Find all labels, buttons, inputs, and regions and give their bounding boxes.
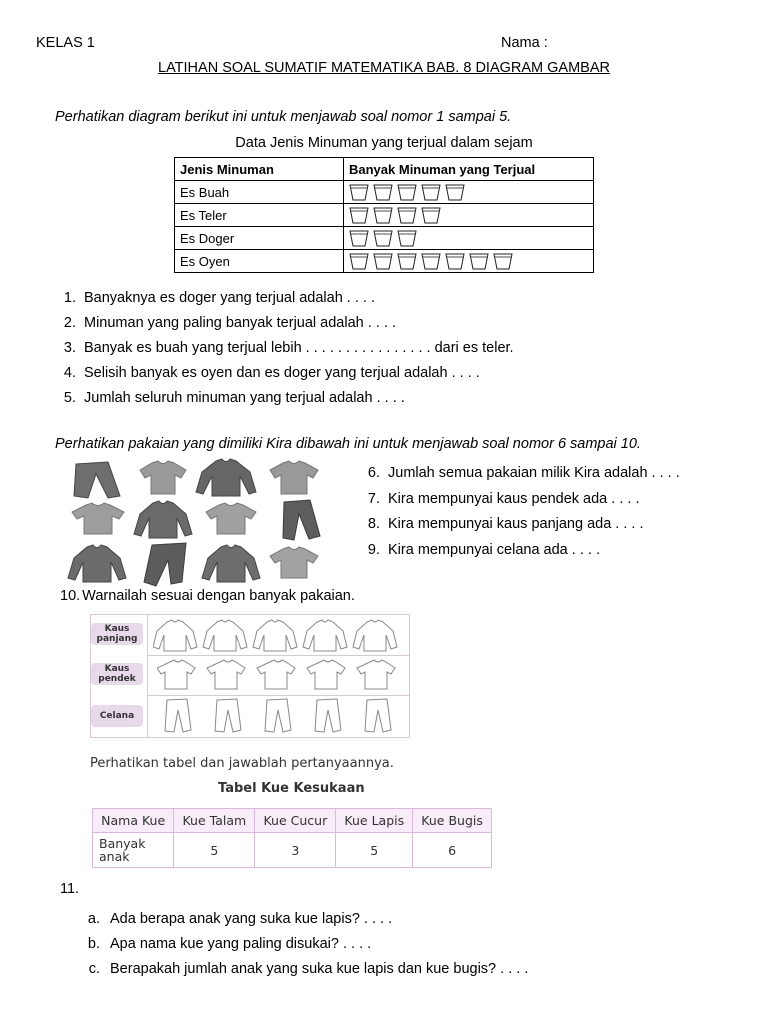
question-item: 7. Kira mempunyai kaus pendek ada . . . . xyxy=(367,490,640,507)
cup-icon xyxy=(349,207,369,224)
cup-icon xyxy=(421,253,441,270)
kue-value-cell: 3 xyxy=(255,833,336,868)
cup-icon xyxy=(397,207,417,224)
question-item: 4. Selisih banyak es oyen dan es doger yang terjual adalah . . . . xyxy=(63,365,480,381)
t-shirt-icon xyxy=(70,502,126,536)
question-item: 2. Minuman yang paling banyak terjual adalah . . . . xyxy=(63,315,396,331)
label-kaus-pendek: Kaus pendek xyxy=(91,663,143,685)
label-celana: Celana xyxy=(91,705,143,727)
long-sleeve-shirt-icon xyxy=(353,620,397,651)
cup-icon xyxy=(397,184,417,201)
cup-icon xyxy=(349,253,369,270)
kue-value-cell: 5 xyxy=(174,833,255,868)
question-item: 1. Banyaknya es doger yang terjual adalah . . . . xyxy=(63,290,375,306)
long-sleeve-shirt-icon xyxy=(303,620,347,651)
long-sleeve-shirt-outline-row[interactable] xyxy=(153,619,403,653)
question-item: a. Ada berapa anak yang suka kue lapis? . . . . xyxy=(87,911,393,927)
table-row xyxy=(175,227,594,250)
t-shirt-icon xyxy=(157,660,195,689)
name-label: Nama : xyxy=(501,35,548,51)
cup-icon xyxy=(373,253,393,270)
kue-header-cell: Kue Cucur xyxy=(255,809,336,833)
trousers-icon xyxy=(280,498,322,542)
section3-instruction: Perhatikan tabel dan jawablah pertanyaannya. xyxy=(90,756,394,771)
t-shirt-icon xyxy=(307,660,345,689)
cup-icon xyxy=(373,230,393,247)
cup-icon xyxy=(445,253,465,270)
trousers-icon xyxy=(138,542,194,588)
kue-header-cell: Kue Bugis xyxy=(413,809,492,833)
trousers-outline-row[interactable] xyxy=(161,698,411,734)
t-shirt-outline-row[interactable] xyxy=(157,659,407,693)
question-item: 5. Jumlah seluruh minuman yang terjual adalah . . . . xyxy=(63,390,405,406)
cup-icon xyxy=(493,253,513,270)
question-item: 8. Kira mempunyai kaus panjang ada . . . . xyxy=(367,516,644,532)
questions-11-sub xyxy=(82,907,528,982)
cup-icon xyxy=(421,207,441,224)
drink-name: Es Buah xyxy=(175,181,344,204)
table-row xyxy=(175,250,594,273)
long-sleeve-shirt-icon xyxy=(132,500,194,540)
cup-icon xyxy=(469,253,489,270)
question-10: 10. Warnailah sesuai dengan banyak pakaian. xyxy=(60,588,355,604)
cup-row xyxy=(349,207,588,224)
kue-table xyxy=(92,808,492,868)
question-item: c. Berapakah jumlah anak yang suka kue lapis dan kue bugis? . . . . xyxy=(88,961,529,977)
question-item: 9. Kira mempunyai celana ada . . . . xyxy=(367,541,600,558)
drink-name: Es Oyen xyxy=(175,250,344,273)
trousers-icon xyxy=(315,699,341,732)
trousers-icon xyxy=(165,699,191,732)
cup-icon xyxy=(421,184,441,201)
question-item: b. Apa nama kue yang paling disukai? . . . . xyxy=(87,936,372,952)
kue-row-label: Banyak anak xyxy=(93,833,174,868)
t-shirt-icon xyxy=(257,660,295,689)
question-11: 11. xyxy=(60,881,80,897)
question-item: 6. Jumlah semua pakaian milik Kira adalah . . . . xyxy=(367,465,680,481)
kue-header-cell: Kue Lapis xyxy=(336,809,413,833)
cup-icon xyxy=(373,184,393,201)
trousers-icon xyxy=(365,699,391,732)
cup-row xyxy=(349,230,588,247)
cup-icon xyxy=(445,184,465,201)
kue-table-title: Tabel Kue Kesukaan xyxy=(218,781,365,796)
trousers-icon xyxy=(215,699,241,732)
class-label: KELAS 1 xyxy=(36,35,95,51)
t-shirt-icon xyxy=(268,460,320,496)
long-sleeve-shirt-icon xyxy=(253,620,297,651)
trousers-icon xyxy=(265,699,291,732)
cup-row xyxy=(349,184,588,201)
page-title: LATIHAN SOAL SUMATIF MATEMATIKA BAB. 8 DIAGRAM GAMBAR xyxy=(158,60,610,76)
questions-6-9 xyxy=(360,461,680,563)
questions-1-5 xyxy=(56,286,514,411)
drink-name: Es Teler xyxy=(175,204,344,227)
long-sleeve-shirt-icon xyxy=(153,620,197,651)
label-kaus-panjang: Kaus panjang xyxy=(91,623,143,645)
t-shirt-icon xyxy=(204,502,258,536)
long-sleeve-shirt-icon xyxy=(194,458,258,498)
kue-value-cell: 5 xyxy=(336,833,413,868)
question-item: 3. Banyak es buah yang terjual lebih . . . . . . . . . . . . . . . . dari es teler. xyxy=(63,340,514,356)
col-header-drink-count: Banyak Minuman yang Terjual xyxy=(344,158,594,181)
kue-value-cell: 6 xyxy=(413,833,492,868)
cup-icon xyxy=(349,230,369,247)
section2-instruction: Perhatikan pakaian yang dimiliki Kira dibawah ini untuk menjawab soal nomor 6 sampai 10. xyxy=(55,436,641,452)
cup-icon xyxy=(349,184,369,201)
kue-header-cell: Nama Kue xyxy=(93,809,174,833)
col-header-drink-type: Jenis Minuman xyxy=(175,158,344,181)
trousers-icon xyxy=(70,460,126,500)
kue-header-cell: Kue Talam xyxy=(174,809,255,833)
cup-row xyxy=(349,253,588,270)
drink-pictogram-table xyxy=(174,157,594,273)
coloring-chart xyxy=(90,614,410,738)
cup-icon xyxy=(397,253,417,270)
kira-clothes-picture xyxy=(64,458,334,588)
t-shirt-icon xyxy=(268,546,320,580)
long-sleeve-shirt-icon xyxy=(200,544,262,584)
long-sleeve-shirt-icon xyxy=(203,620,247,651)
table-row xyxy=(175,204,594,227)
cup-icon xyxy=(373,207,393,224)
long-sleeve-shirt-icon xyxy=(66,544,128,584)
drink-name: Es Doger xyxy=(175,227,344,250)
t-shirt-icon xyxy=(357,660,395,689)
table-row xyxy=(175,181,594,204)
t-shirt-icon xyxy=(138,460,188,496)
cup-icon xyxy=(397,230,417,247)
section1-instruction: Perhatikan diagram berikut ini untuk menjawab soal nomor 1 sampai 5. xyxy=(55,109,512,125)
drink-table-title: Data Jenis Minuman yang terjual dalam sejam xyxy=(235,135,533,151)
t-shirt-icon xyxy=(207,660,245,689)
